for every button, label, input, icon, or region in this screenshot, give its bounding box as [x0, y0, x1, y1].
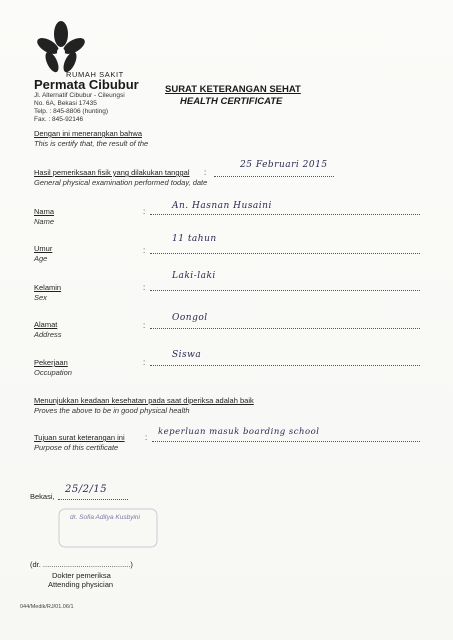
role-indonesian: Dokter pemeriksa	[52, 571, 111, 580]
dotted-line	[152, 441, 420, 442]
dotted-line	[150, 214, 420, 215]
exam-date-label: Hasil pemeriksaan fisik yang dilakukan tanggal	[34, 168, 190, 177]
intro-english: This is certify that, the result of the	[34, 139, 149, 148]
hospital-kicker: RUMAH SAKIT	[66, 70, 124, 79]
purpose-label-english: Purpose of this certificate	[34, 443, 119, 452]
occupation-label: Pekerjaan	[34, 358, 68, 367]
name-label-english: Name	[34, 217, 55, 226]
colon: :	[143, 283, 146, 292]
occupation-label-english: Occupation	[34, 368, 72, 377]
address-label: Alamat	[34, 320, 58, 329]
hospital-address-line: Telp. : 845-8806 (hunting)	[34, 108, 109, 115]
name-value: An. Hasnan Husaini	[172, 201, 272, 211]
doctor-name-line: (dr. ..........................................)	[30, 560, 133, 569]
statement-indonesian: Menunjukkan keadaan kesehatan pada saat diperiksa adalah baik	[34, 396, 254, 405]
sex-label: Kelamin	[34, 283, 62, 292]
statement-english: Proves the above to be in good physical health	[34, 406, 190, 415]
title-indonesian: SURAT KETERANGAN SEHAT	[165, 84, 301, 95]
sex-value: Laki-laki	[172, 271, 216, 281]
address-value: Oongol	[172, 313, 208, 323]
hospital-address-line: Fax. : 845-92146	[34, 116, 84, 123]
place-label: Bekasi,	[30, 492, 55, 501]
age-label-english: Age	[34, 254, 48, 263]
hospital-name: Permata Cibubur	[34, 77, 139, 92]
stamp-text: dr. Sofia Aditya Kusbyini	[70, 514, 140, 521]
purpose-label: Tujuan surat keterangan ini	[34, 433, 125, 442]
exam-date-value: 25 Februari 2015	[240, 160, 328, 170]
dotted-line	[150, 290, 420, 291]
dotted-line	[150, 365, 420, 366]
name-label: Nama	[34, 207, 55, 216]
exam-date-label-english: General physical examination performed today, date	[34, 178, 208, 187]
colon: :	[204, 168, 207, 177]
form-code: 044/Medik/RJ/01.06/1	[20, 604, 74, 610]
title-english: HEALTH CERTIFICATE	[180, 96, 283, 107]
sign-date-value: 25/2/15	[65, 484, 108, 495]
address-label-english: Address	[34, 330, 62, 339]
dotted-line	[214, 176, 334, 177]
colon: :	[143, 246, 146, 255]
occupation-value: Siswa	[172, 350, 202, 360]
dotted-line	[58, 499, 128, 500]
hospital-address-line: No. 6A, Bekasi 17435	[34, 100, 97, 107]
sex-label-english: Sex	[34, 293, 47, 302]
purpose-value: keperluan masuk boarding school	[158, 427, 320, 437]
colon: :	[143, 321, 146, 330]
colon: :	[143, 358, 146, 367]
age-value: 11 tahun	[172, 234, 217, 244]
role-english: Attending physician	[48, 580, 114, 589]
dotted-line	[150, 253, 420, 254]
age-label: Umur	[34, 244, 53, 253]
colon: :	[143, 207, 146, 216]
hospital-address-line: Jl. Alternatif Cibubur - Cileungsi	[34, 92, 125, 99]
dotted-line	[150, 328, 420, 329]
intro-indonesian: Dengan ini menerangkan bahwa	[34, 129, 142, 138]
colon: :	[145, 433, 148, 442]
